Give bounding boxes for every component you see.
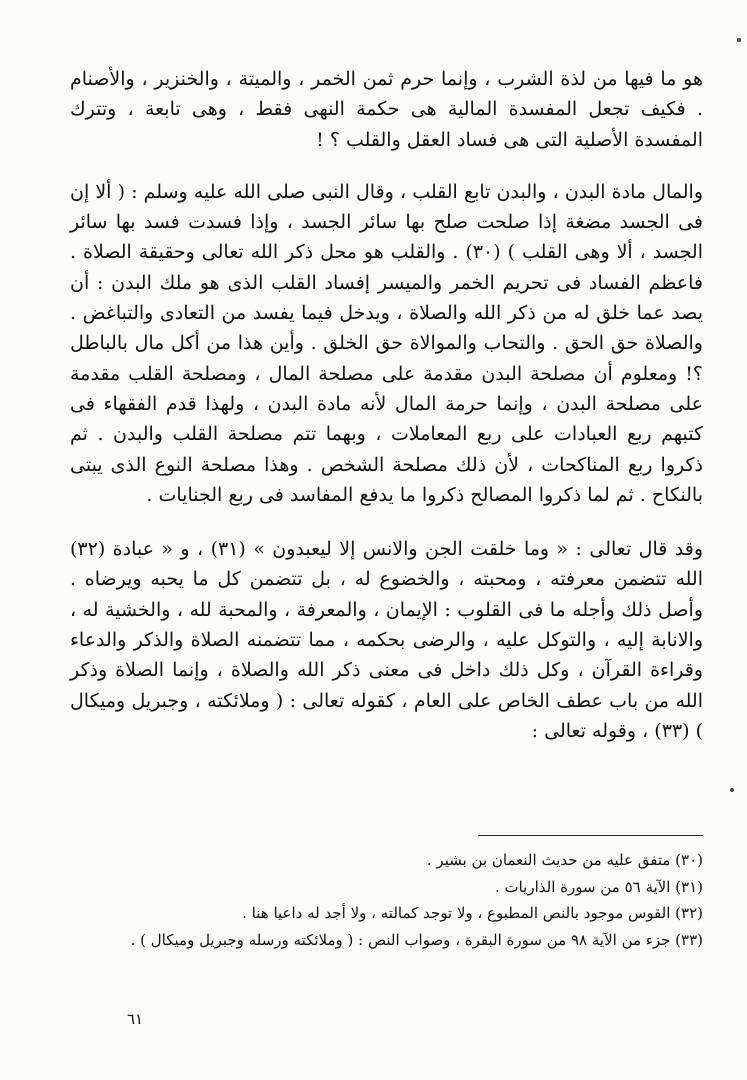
scan-speck — [737, 38, 741, 42]
footnotes — [70, 847, 703, 953]
footnote-30: (٣٠) متفق عليه من حديث النعمان بن بشير . — [426, 851, 703, 869]
footnote-31: (٣١) الآية ٥٦ من سورة الذاريات . — [494, 877, 703, 896]
scan-speck — [730, 788, 734, 792]
paragraph-3: وقد قال تعالى : « وما خلقت الجن والانس إلا ليعبدون » (٣١) ، و « عبادة (٣٢) الله تتضمن معرفته ، ومحبته ، والخضوع له ، بل تتضمن كل ما يحبه ويرضاه . وأصل ذلك وأجله ما فى القلوب : الإيمان ، والمعرفة ، والمحبة لله ، والخشية له ، والانابة إليه ، والتوكل عليه ، والرضى بحكمه ، مما تتضمنه الصلاة والذكر والدعاء وقراءة القرآن ، وكل ذلك داخل فى معنى ذكر الله والصلاة ، وإنما الصلاة وذكر الله من باب عطف الخاص على العام ، كقوله تعالى : ( وملائكته ، وجبريل وميكال ) (٣٣) ، وقوله تعالى : — [70, 538, 704, 742]
footnote-33: (٣٣) جزء من الآية ٩٨ من سورة البقرة ، وصواب النص : ( وملائكته ورسله وجبريل وميكال ) . — [130, 930, 703, 949]
footnote-32: (٣٢) القوس موجود بالنص المطبوع ، ولا توجد كمالته ، ولا أجد له داعيا هنا . — [242, 904, 703, 922]
page-number: ٦١ — [126, 1010, 144, 1028]
paragraph-1: هو ما فيها من لذة الشرب ، وإنما حرم ثمن الخمر ، والميتة ، والخنزير ، والأصنام . فكيف تجعل المفسدة المالية هى حكمة النهى فقط ، وهى تابعة ، وتترك المفسدة الأصلية التى هى فساد العقل والقلب ؟ ! — [70, 68, 703, 151]
main-text — [70, 64, 703, 746]
paragraph-2: والمال مادة البدن ، والبدن تابع القلب ، وقال النبى صلى الله عليه وسلم : ( ألا إن فى الجسد مضغة إذا صلحت صلح بها سائر الجسد ، وإذا فسدت فسد بها سائر الجسد ، ألا وهى القلب ) (٣٠) . والقلب هو محل ذكر الله تعالى وحقيقة الصلاة . فاعظم الفساد فى تحريم الخمر والميسر إفساد القلب الذى هو ملك البدن : أن يصد عما خلق له من ذكر الله والصلاة ، ويدخل فيما يفسد من التعادى والتباغض . والصلاة حق الحق . والتحاب والموالاة حق الخلق . وأين هذا من أكل مال بالباطل ؟! ومعلوم أن مصلحة البدن مقدمة على مصلحة المال ، ومصلحة القلب مقدمة على مصلحة البدن ، وإنما حرمة المال لأنه مادة البدن ، ولهذا قدم الفقهاء فى كتبهم ربع العبادات على ربع المعاملات ، وبهما تتم مصلحة القلب والبدن . ثم ذكروا ربع المناكحات ، لأن ذلك مصلحة الشخص . وهذا مصلحة النوع الذى يبتى بالنكاح . ثم لما ذكروا المصالح ذكروا ما يدفع المفاسد فى ربع الجنايات . — [70, 180, 703, 506]
footnote-divider — [478, 835, 703, 836]
